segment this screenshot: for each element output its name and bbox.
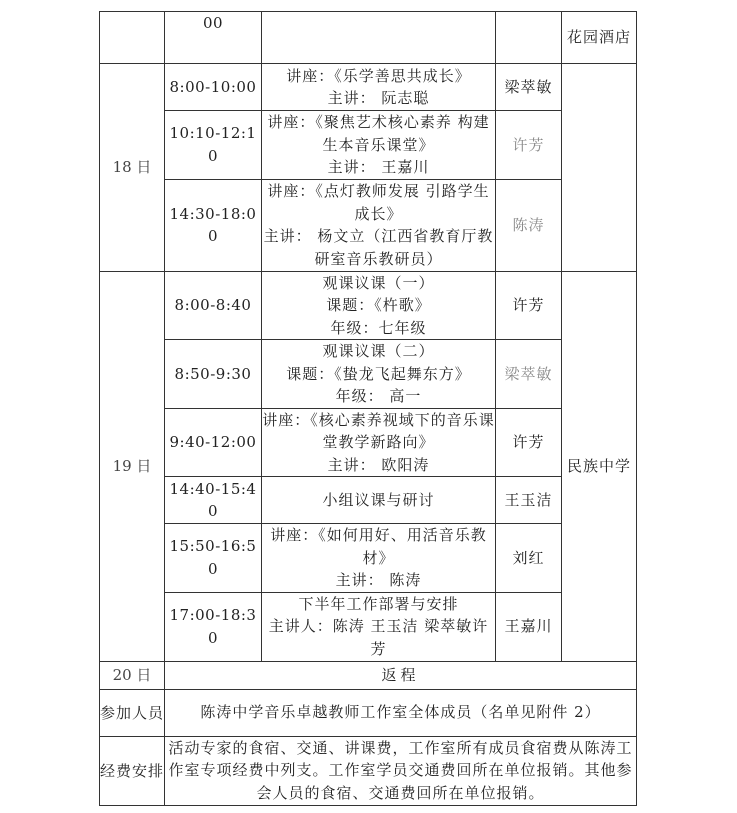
time-cell: 8:00-10:00: [165, 64, 262, 111]
table-row: [100, 271, 637, 340]
time-cell: 8:00-8:40: [165, 271, 262, 340]
content-cell: [262, 111, 496, 180]
expenses-label: 经费安排: [100, 736, 165, 805]
host-cell: 陈涛: [496, 179, 562, 271]
content-cell: [262, 64, 496, 111]
table-row: [100, 340, 637, 409]
content-cell: [262, 592, 496, 661]
place-cell: 花园酒店: [562, 12, 637, 64]
time-cell: 8:50-9:30: [165, 340, 262, 409]
host-cell: 梁萃敏: [496, 340, 562, 409]
host-cell: 梁萃敏: [496, 64, 562, 111]
table-row: [100, 64, 637, 111]
content-cell: [262, 408, 496, 477]
host-cell: 许芳: [496, 408, 562, 477]
speaker-text: 主讲： 欧阳涛: [327, 455, 430, 474]
speaker-text: 主讲人：陈涛 王玉洁 梁萃敏许芳: [268, 617, 489, 658]
return-cell: 返程: [165, 661, 637, 689]
host-cell: 刘红: [496, 524, 562, 593]
time-cell: 00: [165, 12, 262, 64]
speaker-text: 主讲： 王嘉川: [327, 158, 430, 176]
participants-label: 参加人员: [100, 689, 165, 736]
table-row: [100, 12, 637, 64]
time-cell: 9:40-12:00: [165, 408, 262, 477]
time-cell: 14:30-18:00: [165, 179, 262, 271]
schedule-table: [99, 11, 637, 806]
speaker-text: 主讲： 陈涛: [335, 571, 422, 589]
content-cell: [262, 179, 496, 271]
table-row: [100, 477, 637, 524]
day-label: 20 日: [100, 661, 165, 689]
table-row: [100, 736, 637, 805]
host-cell: 王嘉川: [496, 592, 562, 661]
topic-text: 讲座：《聚焦艺术核心素养 构建生本音乐课堂》: [267, 113, 490, 154]
grade-text: 年级： 高一: [335, 387, 422, 405]
activity-text: 观课议课（一）: [322, 273, 435, 292]
time-cell: 14:40-15:40: [165, 477, 262, 524]
table-row: [100, 661, 637, 689]
table-row: [100, 524, 637, 593]
content-cell: [262, 271, 496, 340]
day-cell: [100, 12, 165, 64]
lesson-title-text: 课题：《蛰龙飞起舞东方》: [286, 364, 471, 383]
time-cell: 10:10-12:10: [165, 111, 262, 180]
time-cell: 17:00-18:30: [165, 592, 262, 661]
table-row: [100, 179, 637, 271]
day-label: 18 日: [100, 64, 165, 272]
content-cell: [262, 524, 496, 593]
participants-cell: 陈涛中学音乐卓越教师工作室全体成员（名单见附件 2）: [165, 689, 637, 736]
table-row: [100, 592, 637, 661]
activity-text: 观课议课（二）: [322, 342, 435, 360]
topic-text: 讲座：《核心素养视域下的音乐课堂教学新路向》: [262, 410, 495, 451]
host-cell: 许芳: [496, 111, 562, 180]
speaker-text: 主讲： 阮志聪: [327, 89, 430, 107]
host-cell: 王玉洁: [496, 477, 562, 524]
topic-text: 下半年工作部署与安排: [298, 594, 459, 613]
place-cell: 民族中学: [562, 271, 637, 661]
place-cell: [562, 64, 637, 272]
content-cell: [262, 340, 496, 409]
table-row: [100, 689, 637, 736]
host-cell: 许芳: [496, 271, 562, 340]
grade-text: 年级：七年级: [330, 318, 427, 337]
topic-text: 讲座：《点灯教师发展 引路学生成长》: [267, 182, 490, 223]
content-cell: [262, 12, 496, 64]
speaker-text: 主讲： 杨文立（江西省教育厅教研室音乐教研员）: [263, 227, 494, 268]
expenses-cell: 活动专家的食宿、交通、讲课费，工作室所有成员食宿费从陈涛工作室专项经费中列支。工作室学员交通费回所在单位报销。其他参会人员的食宿、交通费回所在单位报销。: [165, 736, 637, 805]
lesson-title-text: 课题：《杵歌》: [326, 296, 431, 314]
table-row: [100, 408, 637, 477]
content-cell: 小组议课与研讨: [262, 477, 496, 524]
table-row: [100, 111, 637, 180]
topic-text: 讲座：《如何用好、用活音乐教材》: [270, 526, 487, 567]
day-label: 19 日: [100, 271, 165, 661]
host-cell: [496, 12, 562, 64]
topic-text: 讲座：《乐学善思共成长》: [286, 66, 471, 85]
time-cell: 15:50-16:50: [165, 524, 262, 593]
